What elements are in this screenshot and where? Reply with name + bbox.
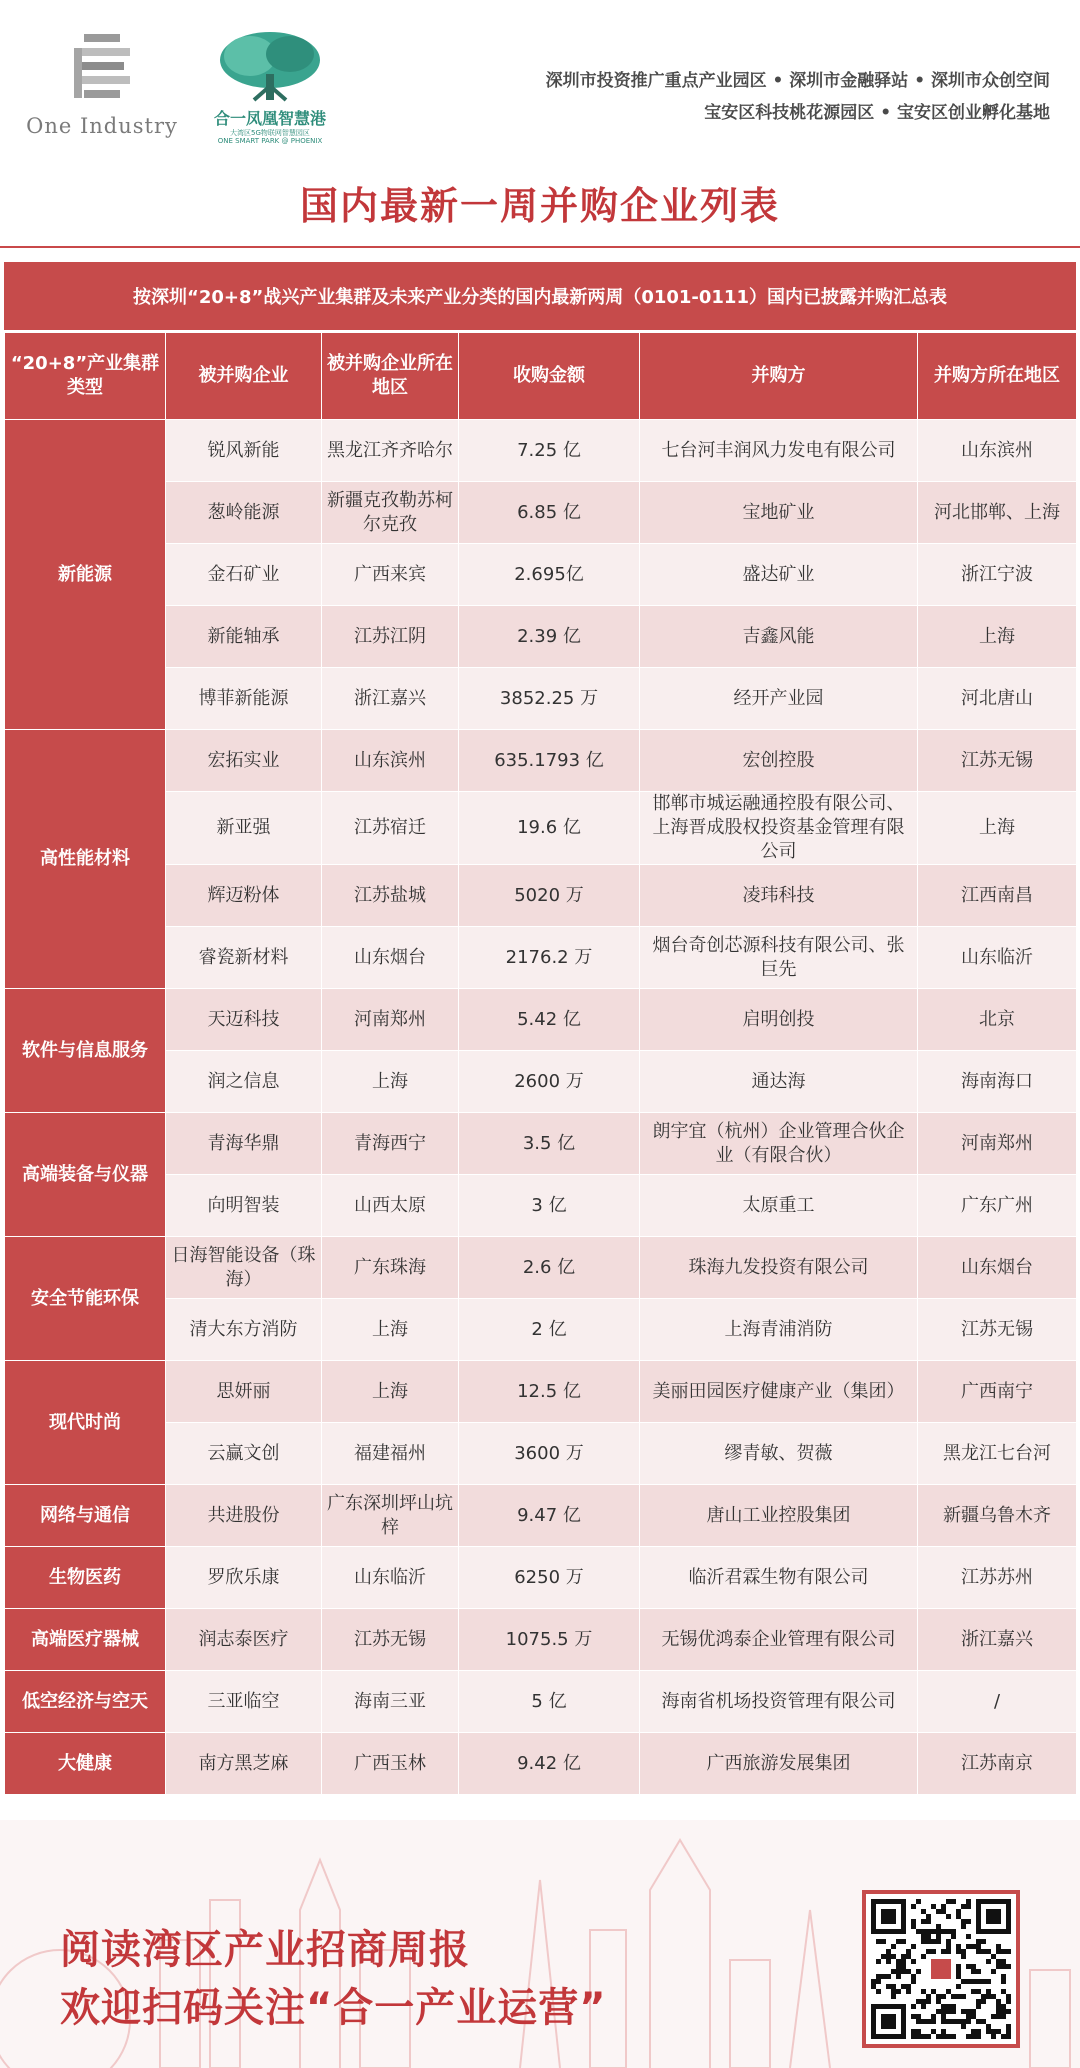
page-header xyxy=(0,0,1080,160)
title-divider xyxy=(0,246,1080,248)
column-header-amount: 收购金额 xyxy=(459,333,640,420)
category-cell: 软件与信息服务 xyxy=(5,989,166,1113)
footer-headline: 阅读湾区产业招商周报 xyxy=(60,1927,470,1973)
acquirer-region-cell: 江苏无锡 xyxy=(918,730,1077,792)
region-cell: 上海 xyxy=(322,1051,459,1113)
region-cell: 江苏江阴 xyxy=(322,606,459,668)
tagline-line-1: 深圳市投资推广重点产业园区 • 深圳市金融驿站 • 深圳市众创空间 xyxy=(545,71,1050,91)
acquirer-region-cell: 山东烟台 xyxy=(918,1237,1077,1299)
region-cell: 新疆克孜勒苏柯尔克孜 xyxy=(322,482,459,544)
table-header-row xyxy=(5,333,1077,420)
region-cell: 广东珠海 xyxy=(322,1237,459,1299)
acquirer-cell: 太原重工 xyxy=(640,1175,918,1237)
table-row xyxy=(5,865,1077,927)
region-cell: 广西玉林 xyxy=(322,1733,459,1795)
acquirer-region-cell: 海南海口 xyxy=(918,1051,1077,1113)
table-row xyxy=(5,1299,1077,1361)
company-cell: 三亚临空 xyxy=(166,1671,322,1733)
company-cell: 睿瓷新材料 xyxy=(166,927,322,989)
region-cell: 广西来宾 xyxy=(322,544,459,606)
table-row xyxy=(5,1051,1077,1113)
acquirer-region-cell: 山东滨州 xyxy=(918,420,1077,482)
acquirer-cell: 宏创控股 xyxy=(640,730,918,792)
category-cell: 低空经济与空天 xyxy=(5,1671,166,1733)
amount-cell: 3.5 亿 xyxy=(459,1113,640,1175)
amount-cell: 5020 万 xyxy=(459,865,640,927)
company-cell: 日海智能设备（珠海） xyxy=(166,1237,322,1299)
region-cell: 山东滨州 xyxy=(322,730,459,792)
phoenix-logo-subtitle: 大湾区5G物联网智慧园区 xyxy=(230,129,310,137)
table-row xyxy=(5,606,1077,668)
acquirer-region-cell: 江苏苏州 xyxy=(918,1547,1077,1609)
table-row xyxy=(5,989,1077,1051)
table-row xyxy=(5,1485,1077,1547)
region-cell: 江苏盐城 xyxy=(322,865,459,927)
amount-cell: 2 亿 xyxy=(459,1299,640,1361)
table-row xyxy=(5,1237,1077,1299)
region-cell: 黑龙江齐齐哈尔 xyxy=(322,420,459,482)
amount-cell: 7.25 亿 xyxy=(459,420,640,482)
company-cell: 润志泰医疗 xyxy=(166,1609,322,1671)
category-cell: 高端医疗器械 xyxy=(5,1609,166,1671)
acquirer-cell: 邯郸市城运融通控股有限公司、上海晋成股权投资基金管理有限公司 xyxy=(640,792,918,865)
phoenix-logo xyxy=(210,30,330,150)
acquirer-cell: 烟台奇创芯源科技有限公司、张巨先 xyxy=(640,927,918,989)
table-row xyxy=(5,927,1077,989)
amount-cell: 19.6 亿 xyxy=(459,792,640,865)
company-cell: 博菲新能源 xyxy=(166,668,322,730)
table-row xyxy=(5,1175,1077,1237)
amount-cell: 12.5 亿 xyxy=(459,1361,640,1423)
region-cell: 上海 xyxy=(322,1299,459,1361)
table-row xyxy=(5,792,1077,865)
table-row xyxy=(5,1113,1077,1175)
region-cell: 上海 xyxy=(322,1361,459,1423)
amount-cell: 6.85 亿 xyxy=(459,482,640,544)
table-row xyxy=(5,420,1077,482)
company-cell: 云赢文创 xyxy=(166,1423,322,1485)
company-cell: 共进股份 xyxy=(166,1485,322,1547)
category-cell: 安全节能环保 xyxy=(5,1237,166,1361)
region-cell: 山东烟台 xyxy=(322,927,459,989)
phoenix-logo-english: ONE SMART PARK @ PHOENIX xyxy=(217,137,323,145)
acquirer-region-cell: / xyxy=(918,1671,1077,1733)
company-cell: 新亚强 xyxy=(166,792,322,865)
acquirer-cell: 唐山工业控股集团 xyxy=(640,1485,918,1547)
amount-cell: 2600 万 xyxy=(459,1051,640,1113)
one-industry-logo-icon xyxy=(74,34,130,100)
acquirer-cell: 珠海九发投资有限公司 xyxy=(640,1237,918,1299)
acquirer-region-cell: 黑龙江七台河 xyxy=(918,1423,1077,1485)
amount-cell: 2.6 亿 xyxy=(459,1237,640,1299)
acquirer-cell: 临沂君霖生物有限公司 xyxy=(640,1547,918,1609)
category-cell: 高性能材料 xyxy=(5,730,166,989)
category-cell: 生物医药 xyxy=(5,1547,166,1609)
ma-table xyxy=(4,332,1077,1795)
company-cell: 新能轴承 xyxy=(166,606,322,668)
category-cell: 新能源 xyxy=(5,420,166,730)
acquirer-cell: 无锡优鸿泰企业管理有限公司 xyxy=(640,1609,918,1671)
acquirer-cell: 广西旅游发展集团 xyxy=(640,1733,918,1795)
region-cell: 浙江嘉兴 xyxy=(322,668,459,730)
table-row xyxy=(5,1547,1077,1609)
table-row xyxy=(5,730,1077,792)
region-cell: 青海西宁 xyxy=(322,1113,459,1175)
acquirer-cell: 上海青浦消防 xyxy=(640,1299,918,1361)
amount-cell: 2176.2 万 xyxy=(459,927,640,989)
region-cell: 河南郑州 xyxy=(322,989,459,1051)
acquirer-region-cell: 上海 xyxy=(918,606,1077,668)
acquirer-region-cell: 浙江嘉兴 xyxy=(918,1609,1077,1671)
region-cell: 山东临沂 xyxy=(322,1547,459,1609)
region-cell: 福建福州 xyxy=(322,1423,459,1485)
amount-cell: 5.42 亿 xyxy=(459,989,640,1051)
acquirer-cell: 海南省机场投资管理有限公司 xyxy=(640,1671,918,1733)
amount-cell: 9.42 亿 xyxy=(459,1733,640,1795)
acquirer-region-cell: 新疆乌鲁木齐 xyxy=(918,1485,1077,1547)
acquirer-region-cell: 江苏无锡 xyxy=(918,1299,1077,1361)
amount-cell: 3 亿 xyxy=(459,1175,640,1237)
company-cell: 向明智装 xyxy=(166,1175,322,1237)
column-header-acquirer: 并购方 xyxy=(640,333,918,420)
amount-cell: 1075.5 万 xyxy=(459,1609,640,1671)
acquirer-cell: 通达海 xyxy=(640,1051,918,1113)
acquirer-cell: 宝地矿业 xyxy=(640,482,918,544)
acquirer-region-cell: 浙江宁波 xyxy=(918,544,1077,606)
acquirer-cell: 盛达矿业 xyxy=(640,544,918,606)
amount-cell: 9.47 亿 xyxy=(459,1485,640,1547)
region-cell: 山西太原 xyxy=(322,1175,459,1237)
table-row xyxy=(5,544,1077,606)
acquirer-region-cell: 江西南昌 xyxy=(918,865,1077,927)
category-cell: 现代时尚 xyxy=(5,1361,166,1485)
amount-cell: 3600 万 xyxy=(459,1423,640,1485)
acquirer-region-cell: 江苏南京 xyxy=(918,1733,1077,1795)
company-cell: 南方黑芝麻 xyxy=(166,1733,322,1795)
table-row xyxy=(5,482,1077,544)
company-cell: 青海华鼎 xyxy=(166,1113,322,1175)
category-cell: 高端装备与仪器 xyxy=(5,1113,166,1237)
company-cell: 思妍丽 xyxy=(166,1361,322,1423)
company-cell: 宏拓实业 xyxy=(166,730,322,792)
acquirer-cell: 缪青敏、贺薇 xyxy=(640,1423,918,1485)
table-row xyxy=(5,1609,1077,1671)
acquirer-region-cell: 河南郑州 xyxy=(918,1113,1077,1175)
one-industry-logo xyxy=(22,30,182,150)
acquirer-cell: 凌玮科技 xyxy=(640,865,918,927)
acquirer-cell: 启明创投 xyxy=(640,989,918,1051)
table-row xyxy=(5,1361,1077,1423)
amount-cell: 6250 万 xyxy=(459,1547,640,1609)
tagline-line-2: 宝安区科技桃花源园区 • 宝安区创业孵化基地 xyxy=(704,103,1050,123)
category-cell: 网络与通信 xyxy=(5,1485,166,1547)
table-body xyxy=(5,420,1077,1795)
table-row xyxy=(5,1423,1077,1485)
acquirer-cell: 七台河丰润风力发电有限公司 xyxy=(640,420,918,482)
table-row xyxy=(5,1733,1077,1795)
company-cell: 天迈科技 xyxy=(166,989,322,1051)
company-cell: 辉迈粉体 xyxy=(166,865,322,927)
column-header-category: “20+8”产业集群类型 xyxy=(5,333,166,420)
region-cell: 江苏无锡 xyxy=(322,1609,459,1671)
qr-code[interactable] xyxy=(862,1890,1020,2048)
acquirer-region-cell: 广西南宁 xyxy=(918,1361,1077,1423)
phoenix-logo-title: 合一凤凰智慧港 xyxy=(213,109,326,128)
company-cell: 葱岭能源 xyxy=(166,482,322,544)
region-cell: 海南三亚 xyxy=(322,1671,459,1733)
one-industry-logo-text: One Industry xyxy=(26,114,178,138)
amount-cell: 635.1793 亿 xyxy=(459,730,640,792)
column-header-company: 被并购企业 xyxy=(166,333,322,420)
amount-cell: 3852.25 万 xyxy=(459,668,640,730)
amount-cell: 5 亿 xyxy=(459,1671,640,1733)
footer-subheadline: 欢迎扫码关注“合一产业运营” xyxy=(60,1985,607,2031)
table-subtitle: 按深圳“20+8”战兴产业集群及未来产业分类的国内最新两周（0101-0111）国内已披露并购汇总表 xyxy=(4,262,1076,330)
company-cell: 润之信息 xyxy=(166,1051,322,1113)
acquirer-region-cell: 上海 xyxy=(918,792,1077,865)
acquirer-region-cell: 河北邯郸、上海 xyxy=(918,482,1077,544)
column-header-acquirer-region: 并购方所在地区 xyxy=(918,333,1077,420)
table-row xyxy=(5,1671,1077,1733)
company-cell: 金石矿业 xyxy=(166,544,322,606)
region-cell: 江苏宿迁 xyxy=(322,792,459,865)
ma-table-container xyxy=(4,262,1076,1795)
acquirer-region-cell: 河北唐山 xyxy=(918,668,1077,730)
company-cell: 锐风新能 xyxy=(166,420,322,482)
amount-cell: 2.695亿 xyxy=(459,544,640,606)
column-header-region: 被并购企业所在地区 xyxy=(322,333,459,420)
amount-cell: 2.39 亿 xyxy=(459,606,640,668)
phoenix-tree-logo-icon xyxy=(216,30,324,106)
acquirer-cell: 美丽田园医疗健康产业（集团） xyxy=(640,1361,918,1423)
acquirer-cell: 朗宇宜（杭州）企业管理合伙企业（有限合伙） xyxy=(640,1113,918,1175)
company-cell: 罗欣乐康 xyxy=(166,1547,322,1609)
qr-code-icon xyxy=(871,1899,1011,2039)
region-cell: 广东深圳坪山坑梓 xyxy=(322,1485,459,1547)
table-row xyxy=(5,668,1077,730)
acquirer-cell: 经开产业园 xyxy=(640,668,918,730)
category-cell: 大健康 xyxy=(5,1733,166,1795)
page-title: 国内最新一周并购企业列表 xyxy=(299,184,780,228)
acquirer-region-cell: 山东临沂 xyxy=(918,927,1077,989)
acquirer-region-cell: 北京 xyxy=(918,989,1077,1051)
company-cell: 清大东方消防 xyxy=(166,1299,322,1361)
acquirer-region-cell: 广东广州 xyxy=(918,1175,1077,1237)
acquirer-cell: 吉鑫风能 xyxy=(640,606,918,668)
